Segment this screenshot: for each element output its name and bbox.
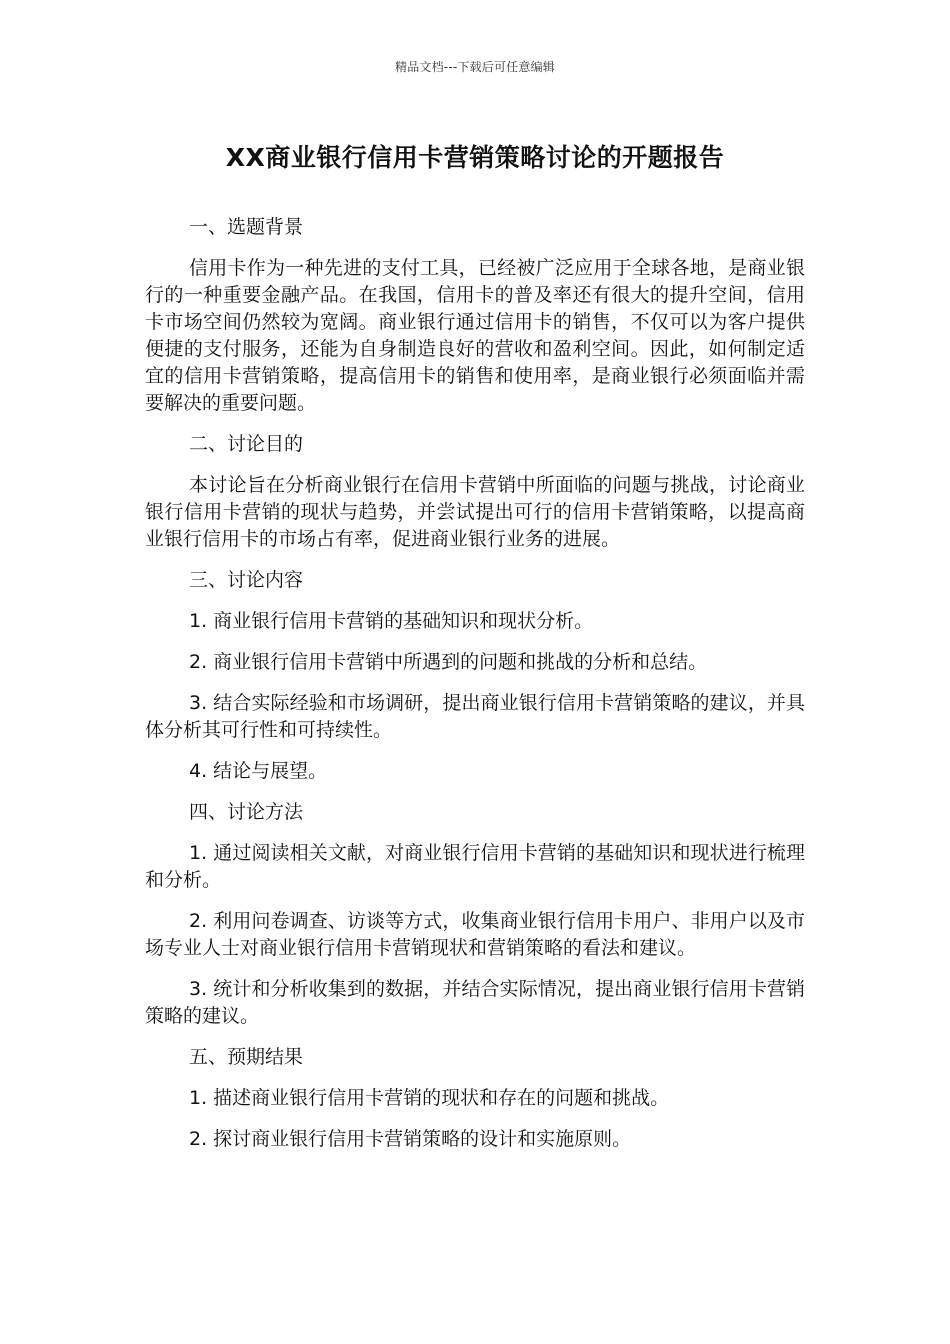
section-heading-results: 五、预期结果	[189, 1046, 304, 1068]
document-body	[145, 214, 805, 1167]
method-item-3: 3. 统计和分析收集到的数据，并结合实际情况，提出商业银行信用卡营销策略的建议。	[145, 978, 805, 1027]
content-item-4: 4. 结论与展望。	[189, 760, 328, 782]
header-note: 精品文档---下载后可任意编辑	[395, 60, 555, 74]
result-item-1: 1. 描述商业银行信用卡营销的现状和存在的问题和挑战。	[189, 1087, 670, 1109]
content-item-1: 1. 商业银行信用卡营销的基础知识和现状分析。	[189, 610, 594, 632]
method-item-1: 1. 通过阅读相关文献，对商业银行信用卡营销的基础知识和现状进行梳理和分析。	[145, 842, 805, 891]
result-item-2: 2. 探讨商业银行信用卡营销策略的设计和实施原则。	[189, 1128, 632, 1150]
section-heading-purpose: 二、讨论目的	[189, 433, 304, 455]
section-heading-methods: 四、讨论方法	[189, 801, 304, 823]
paragraph-background: 信用卡作为一种先进的支付工具，已经被广泛应用于全球各地，是商业银行的一种重要金融产品。在我国，信用卡的普及率还有很大的提升空间，信用卡市场空间仍然较为宽阔。商业银行通过信用卡的销售，不仅可以为客户提供便捷的支付服务，还能为自身制造良好的营收和盈利空间。因此，如何制定适宜的信用卡营销策略，提高信用卡的销售和使用率，是商业银行必须面临并需要解决的重要问题。	[145, 257, 805, 414]
section-heading-content: 三、讨论内容	[189, 569, 304, 591]
content-item-3: 3. 结合实际经验和市场调研，提出商业银行信用卡营销策略的建议，并具体分析其可行性和可持续性。	[145, 692, 805, 741]
paragraph-purpose: 本讨论旨在分析商业银行在信用卡营销中所面临的问题与挑战，讨论商业银行信用卡营销的现状与趋势，并尝试提出可行的信用卡营销策略，以提高商业银行信用卡的市场占有率，促进商业银行业务的进展。	[145, 474, 805, 550]
section-heading-background: 一、选题背景	[189, 216, 304, 238]
method-item-2: 2. 利用问卷调查、访谈等方式，收集商业银行信用卡用户、非用户以及市场专业人士对商业银行信用卡营销现状和营销策略的看法和建议。	[145, 910, 805, 959]
content-item-2: 2. 商业银行信用卡营销中所遇到的问题和挑战的分析和总结。	[189, 651, 708, 673]
document-title: XX商业银行信用卡营销策略讨论的开题报告	[225, 143, 725, 172]
